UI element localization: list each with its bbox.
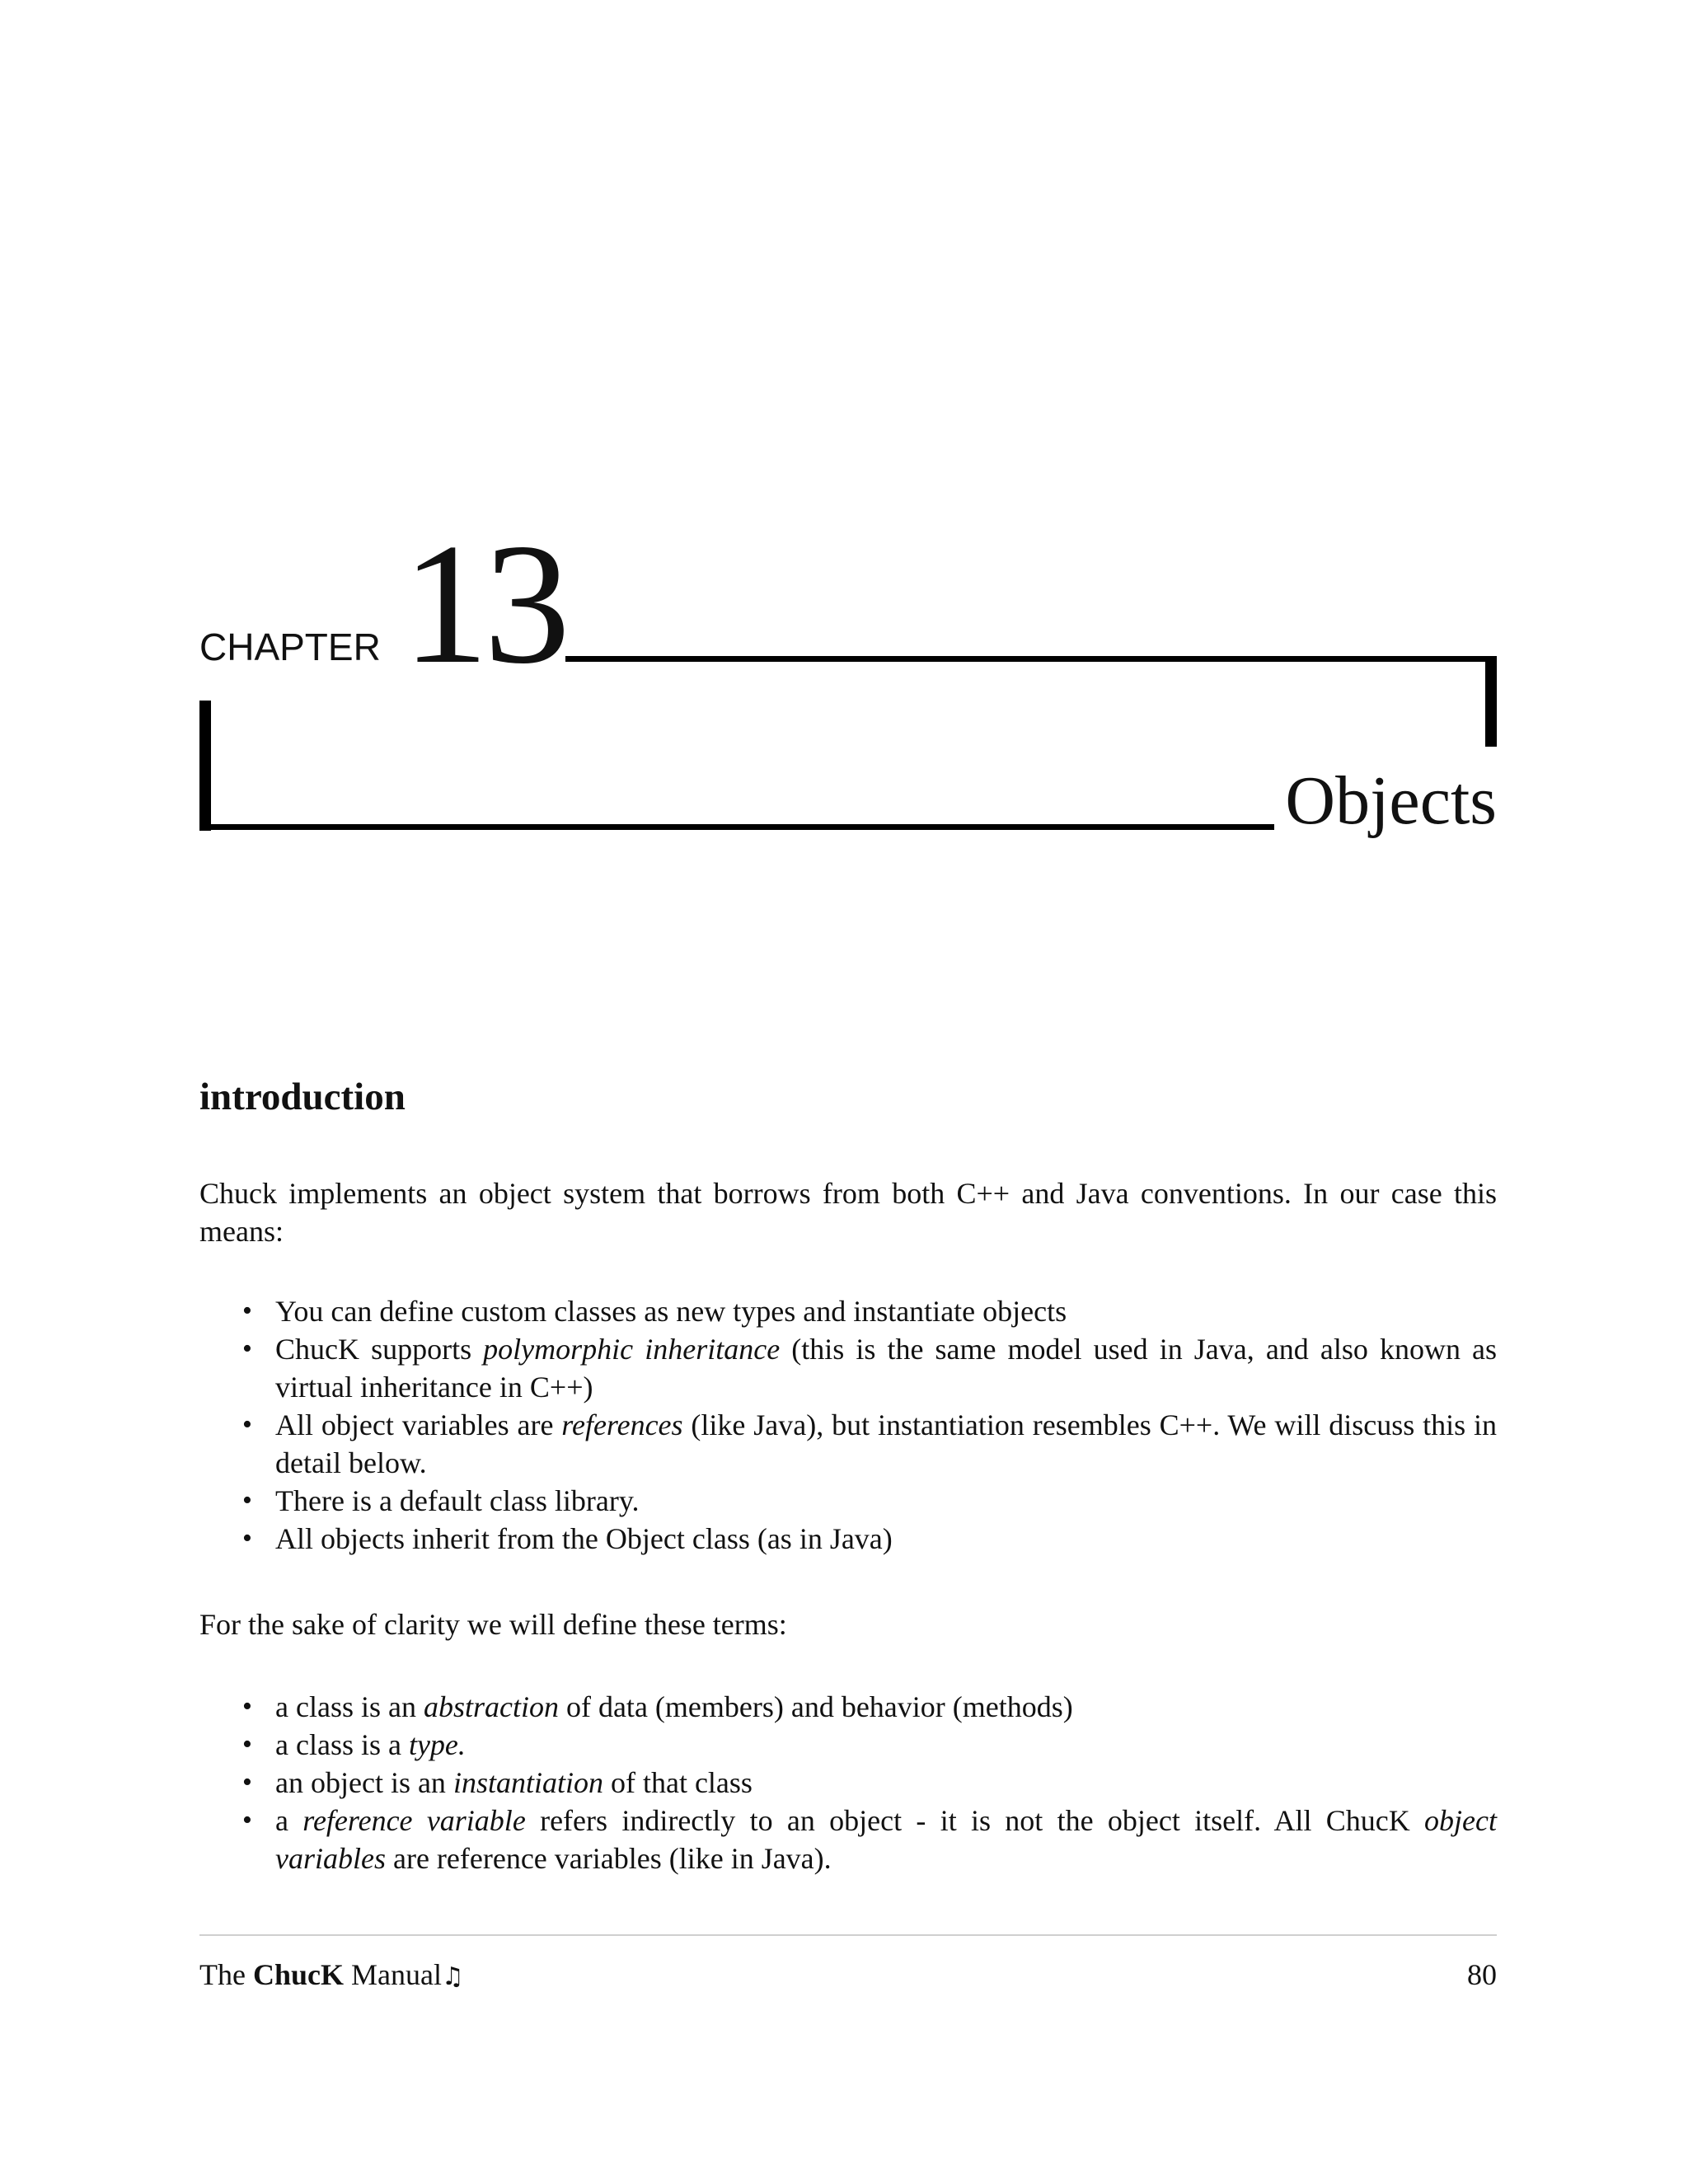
list-item-text: an object is an: [275, 1766, 453, 1799]
list-item-text: There is a default class library.: [275, 1484, 640, 1517]
list-item: [199, 1688, 1497, 1726]
list-item-emphasis: abstraction: [423, 1690, 559, 1723]
list-item-text: All object variables are: [275, 1408, 562, 1441]
list-item-emphasis: type.: [408, 1728, 466, 1761]
bullet-icon: •: [242, 1485, 252, 1516]
list-item-emphasis: polymorphic inheritance: [483, 1333, 781, 1366]
list-item-text: (this is the same model used in Java, and also known as virtual inheritance in C++): [275, 1333, 1498, 1404]
list-item-text: a class is an: [275, 1690, 424, 1723]
bullet-icon: •: [242, 1409, 252, 1440]
list-item-text: You can define custom classes as new types and instantiate objects: [275, 1295, 1067, 1328]
bullet-icon: •: [242, 1296, 252, 1326]
chapter-rule-bottom: [199, 824, 1274, 830]
list-item: [199, 1802, 1497, 1877]
list-item: [199, 1292, 1497, 1330]
list-item-text: are reference variables (like in Java).: [385, 1842, 832, 1875]
bullet-icon: •: [242, 1333, 252, 1364]
definitions-paragraph: For the sake of clarity we will define these terms:: [199, 1608, 787, 1641]
bullet-icon: •: [242, 1805, 252, 1835]
bullet-icon: •: [242, 1523, 252, 1554]
footer-suffix: Manual: [344, 1958, 442, 1991]
bullet-icon: •: [242, 1729, 252, 1760]
list-item: [199, 1482, 1497, 1520]
list-item-text: refers indirectly to an object - it is not the object itself. All ChucK: [525, 1804, 1425, 1837]
list-item: [199, 1726, 1497, 1764]
features-list: [199, 1292, 1497, 1558]
chapter-rule-right: [1485, 656, 1497, 747]
list-item: [199, 1764, 1497, 1802]
section-heading: introduction: [199, 1076, 406, 1118]
footer-prefix: The: [199, 1958, 253, 1991]
list-item-emphasis: reference variable: [302, 1804, 526, 1837]
chapter-label: CHAPTER: [199, 626, 381, 668]
chapter-rule-left: [199, 701, 211, 831]
list-item-text: ChucK supports: [275, 1333, 484, 1366]
chapter-rule-top: [565, 656, 1497, 662]
footer-brand: ChucK: [252, 1958, 344, 1991]
intro-paragraph: Chuck implements an object system that borrows from both C++ and Java conventions. In our case this means:: [199, 1177, 1497, 1248]
list-item-text: of that class: [603, 1766, 753, 1799]
list-item-emphasis: references: [561, 1408, 683, 1441]
list-item-text: a class is a: [275, 1728, 409, 1761]
list-item-text: (like Java), but instantiation resembles C++. We will discuss this in detail below.: [275, 1408, 1497, 1479]
music-note-icon: ♫: [441, 1962, 464, 1991]
list-item-emphasis: instantiation: [452, 1766, 603, 1799]
list-item: [199, 1406, 1497, 1482]
page-number: 80: [1467, 1958, 1497, 1991]
list-item: [199, 1330, 1497, 1406]
bullet-icon: •: [242, 1691, 252, 1722]
list-item: [199, 1520, 1497, 1558]
list-item-text: All objects inherit from the Object class (as in Java): [275, 1522, 893, 1555]
list-item-text: a: [275, 1804, 303, 1837]
list-item-text: of data (members) and behavior (methods): [558, 1690, 1073, 1723]
list-item-emphasis: object variables: [275, 1804, 1497, 1875]
definitions-list: [199, 1688, 1497, 1877]
footer-divider: [199, 1934, 1497, 1936]
chapter-number: 13: [402, 509, 565, 700]
chapter-title: Objects: [1285, 762, 1497, 839]
bullet-icon: •: [242, 1767, 252, 1797]
footer-title: [199, 1960, 464, 1990]
